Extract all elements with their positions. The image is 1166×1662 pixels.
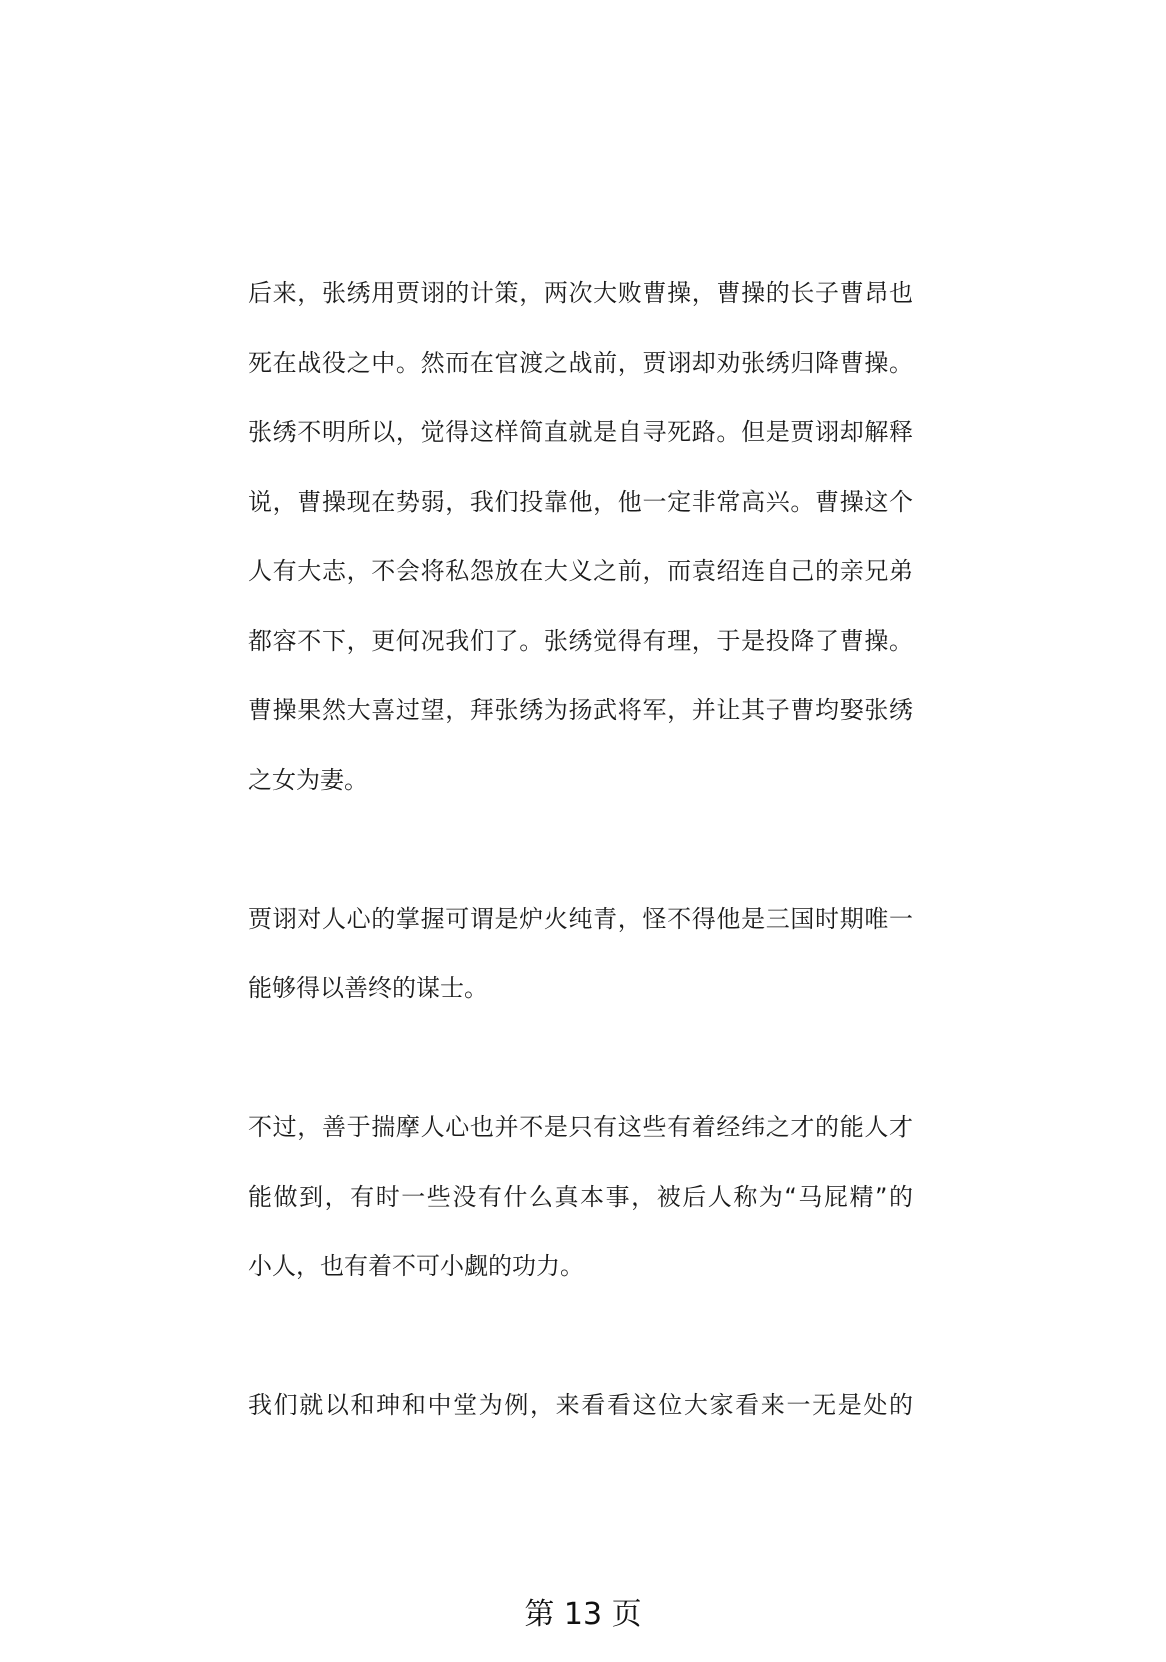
text-line: 不过，善于揣摩人心也并不是只有这些有着经纬之才的能人才 [248, 1113, 913, 1141]
text-line: 我们就以和珅和中堂为例，来看看这位大家看来一无是处的 [248, 1391, 913, 1419]
text-line: 能做到，有时一些没有什么真本事，被后人称为“马屁精”的 [248, 1182, 913, 1211]
text-line: 人有大志，不会将私怨放在大义之前，而袁绍连自己的亲兄弟 [248, 557, 913, 585]
paragraph-3 [248, 1112, 913, 1321]
text-line: 贾诩对人心的掌握可谓是炉火纯青，怪不得他是三国时期唯一 [248, 904, 913, 933]
text-line: 曹操果然大喜过望，拜张绣为扬武将军，并让其子曹均娶张绣 [248, 696, 913, 724]
text-line: 说，曹操现在势弱，我们投靠他，他一定非常高兴。曹操这个 [248, 487, 913, 516]
text-line: 之女为妻。 [248, 765, 368, 794]
text-line: 能够得以善终的谋士。 [248, 974, 488, 1002]
paragraph-1 [248, 278, 913, 834]
paragraph-gap [248, 834, 913, 904]
paragraph-gap [248, 1043, 913, 1113]
paragraph-gap [248, 1321, 913, 1391]
text-line: 小人，也有着不可小觑的功力。 [248, 1252, 584, 1280]
page-number: 第 13 页 [524, 1597, 642, 1632]
text-line: 后来，张绣用贾诩的计策，两次大败曹操，曹操的长子曹昂也 [248, 279, 913, 307]
body-text [248, 278, 913, 1460]
text-line: 死在战役之中。然而在官渡之战前，贾诩却劝张绣归降曹操。 [248, 348, 913, 377]
text-line: 都容不下，更何况我们了。张绣觉得有理，于是投降了曹操。 [248, 626, 913, 655]
paragraph-2 [248, 904, 913, 1043]
text-line: 张绣不明所以，觉得这样简直就是自寻死路。但是贾诩却解释 [248, 418, 913, 446]
paragraph-4 [248, 1390, 913, 1460]
